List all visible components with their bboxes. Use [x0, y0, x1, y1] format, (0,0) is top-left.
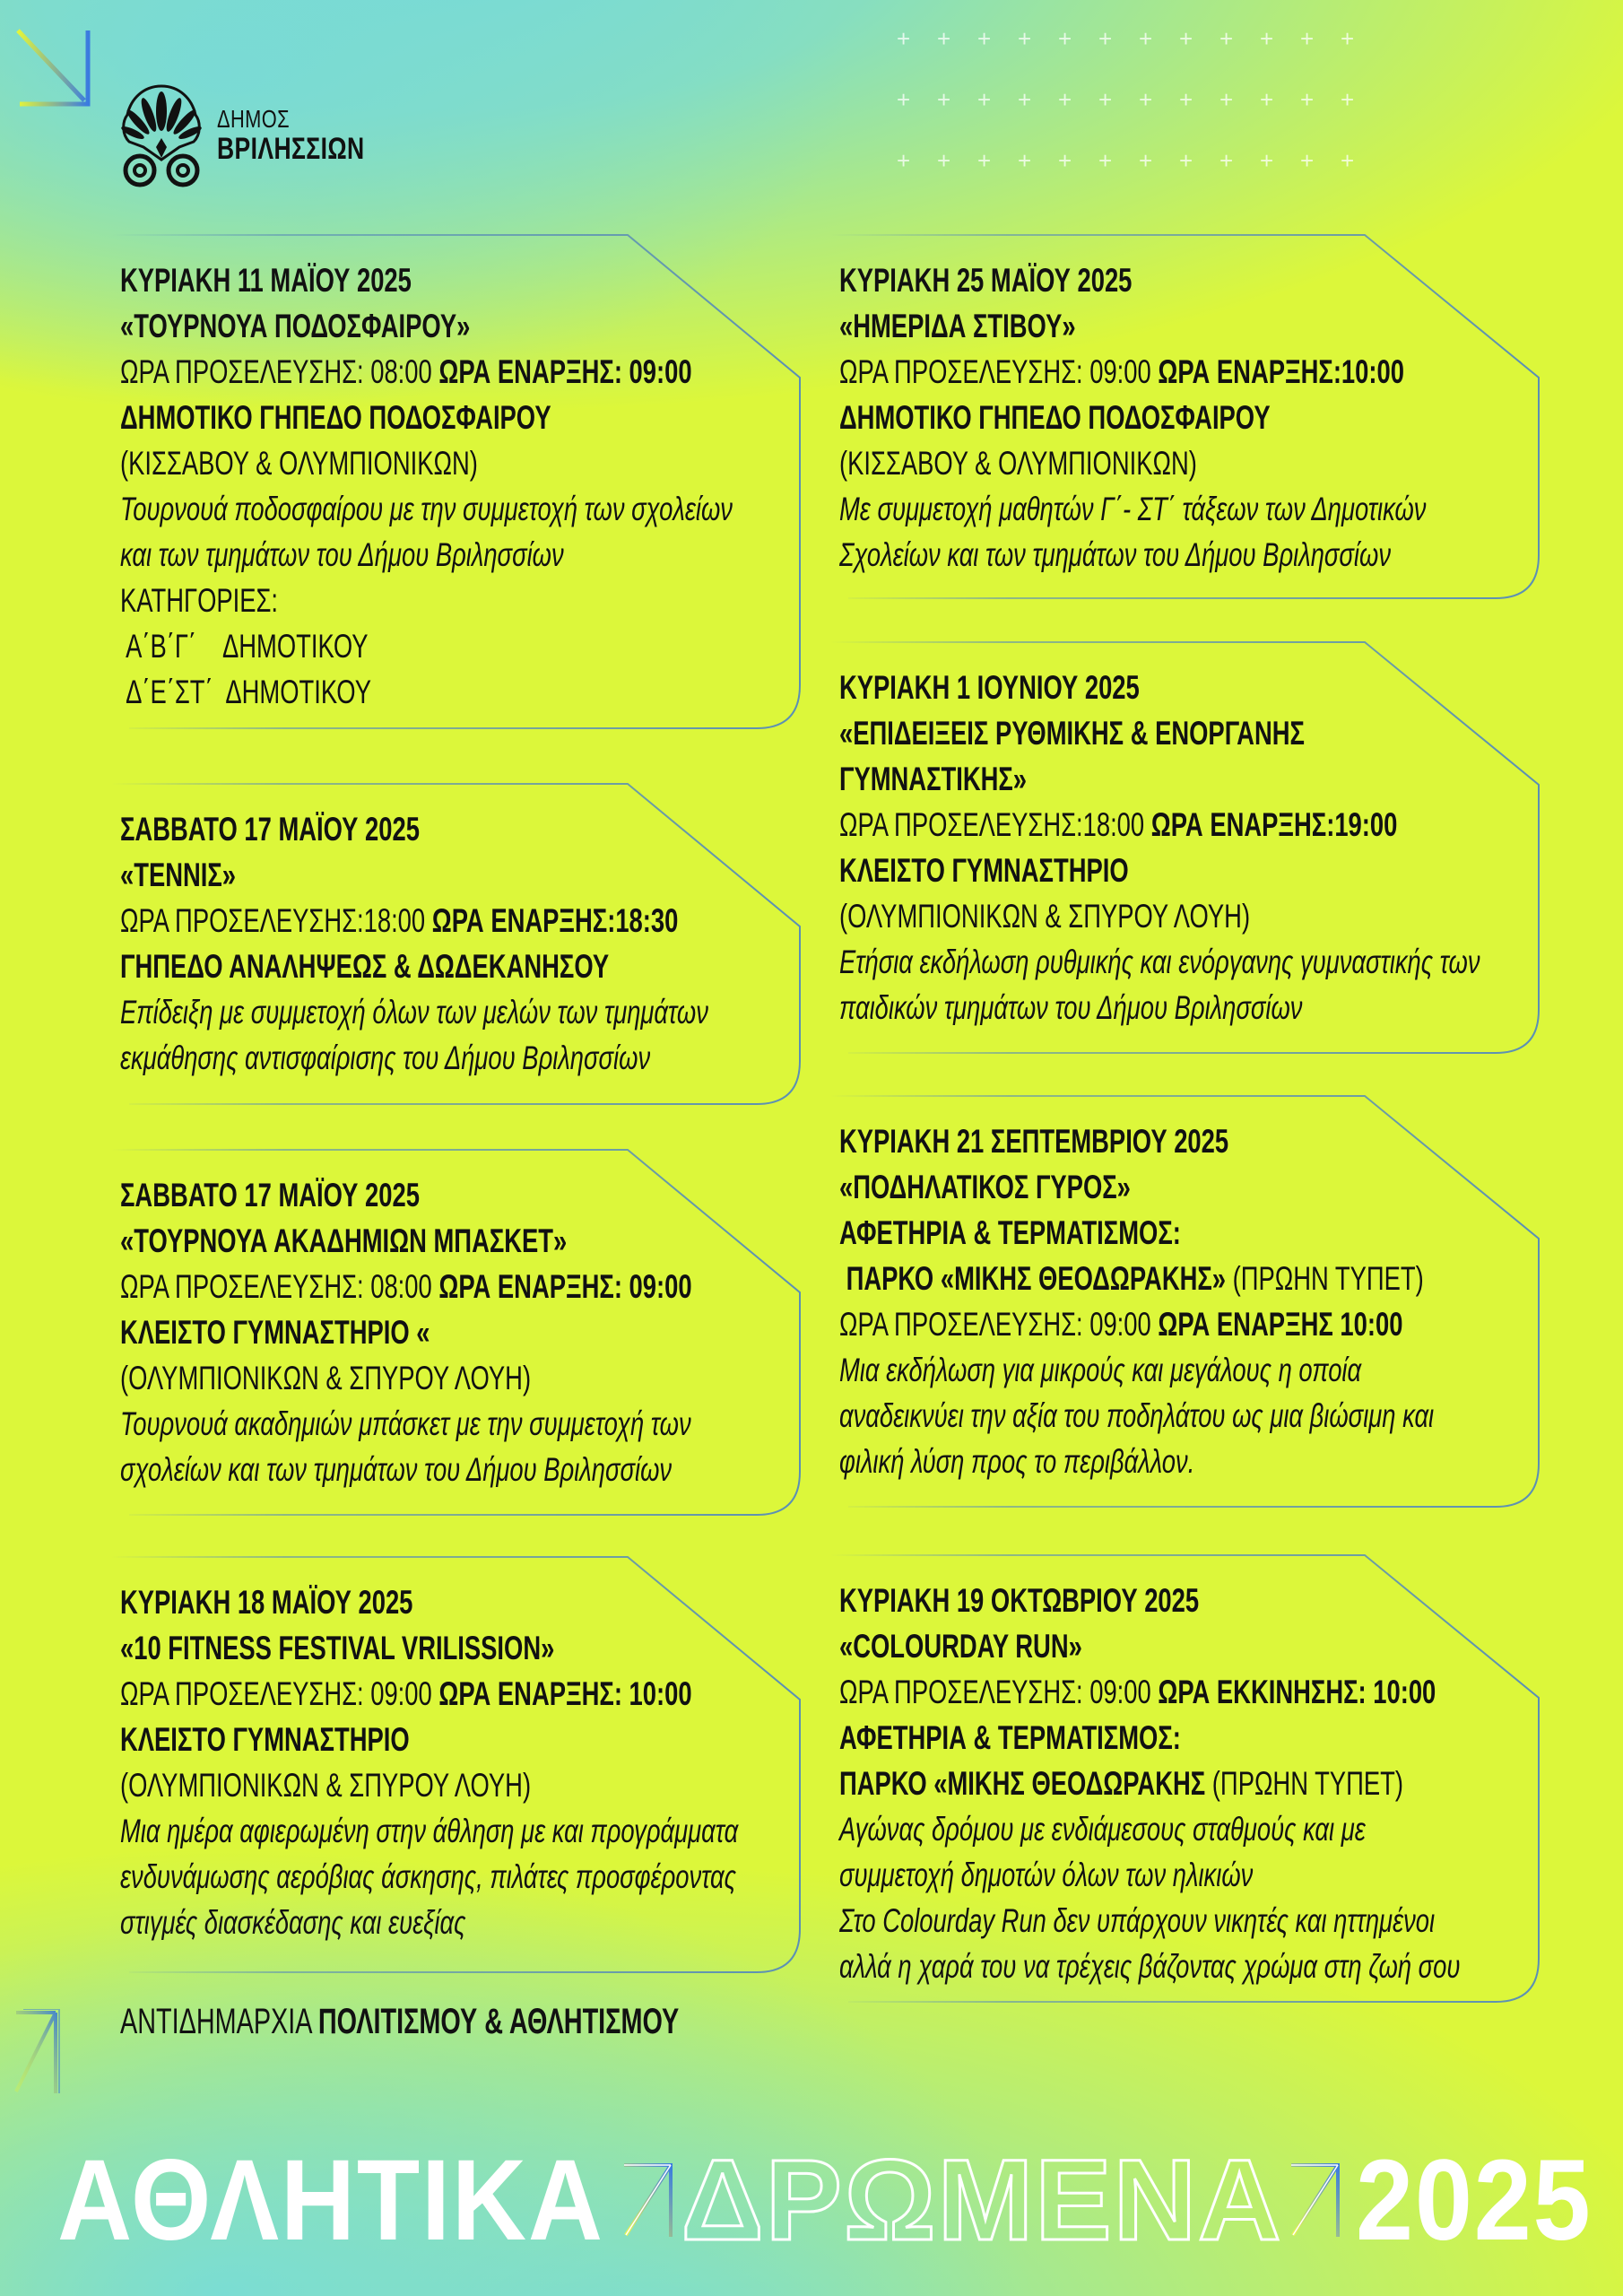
categories-label: ΚΑΤΗΓΟΡΙΕΣ: — [120, 582, 279, 619]
event-card — [821, 234, 1541, 600]
plus-icon: + — [1098, 147, 1113, 174]
start-finish-label: ΑΦΕΤΗΡΙΑ & ΤΕΡΜΑΤΙΣΜΟΣ: — [839, 1719, 1181, 1756]
category-item: Α΄Β΄Γ΄ ΔΗΜΟΤΙΚΟΥ — [120, 628, 369, 665]
start-time: ΩΡΑ ΕΝΑΡΞΗΣ: 10:00 — [438, 1675, 692, 1712]
event-card — [102, 783, 802, 1106]
plus-grid-pattern — [897, 27, 1623, 179]
event-card — [821, 1554, 1541, 2004]
event-description: Ετήσια εκδήλωση ρυθμικής και ενόργανης γυμναστικής των — [839, 944, 1480, 980]
event-title-continued: ΓΥΜΝΑΣΤΙΚΗΣ» — [839, 761, 1028, 797]
event-description: παιδικών τμημάτων του Δήμου Βριλησσίων — [839, 989, 1303, 1026]
plus-icon: + — [1018, 25, 1032, 52]
event-venue: ΚΛΕΙΣΤΟ ΓΥΜΝΑΣΤΗΡΙΟ — [839, 852, 1129, 889]
park-name: ΠΑΡΚΟ «ΜΙΚΗΣ ΘΕΟΔΩΡΑΚΗΣ — [839, 1765, 1206, 1802]
event-date: ΚΥΡΙΑΚΗ 19 ΟΚΤΩΒΡΙΟΥ 2025 — [839, 1582, 1200, 1619]
event-address: (ΟΛΥΜΠΙΟΝΙΚΩΝ & ΣΠΥΡΟΥ ΛΟΥΗ) — [120, 1360, 532, 1396]
start-time: ΩΡΑ ΕΝΑΡΞΗΣ:19:00 — [1150, 806, 1398, 843]
arrow-down-right-icon — [14, 27, 95, 117]
event-venue: ΔΗΜΟΤΙΚΟ ΓΗΠΕΔΟ ΠΟΔΟΣΦΑΙΡΟΥ — [839, 399, 1271, 436]
plus-icon: + — [1260, 147, 1274, 174]
arrival-time: ΩΡΑ ΠΡΟΣΕΛΕΥΣΗΣ: 09:00 — [839, 1306, 1151, 1343]
event-date: ΚΥΡΙΑΚΗ 25 ΜΑΪΟΥ 2025 — [839, 262, 1133, 299]
start-time: ΩΡΑ ΕΝΑΡΞΗΣ:18:30 — [431, 902, 679, 939]
event-description: εκμάθησης αντισφαίρισης του Δήμου Βριλησσίων — [120, 1039, 651, 1076]
plus-icon: + — [937, 25, 951, 52]
arrival-time: ΩΡΑ ΠΡΟΣΕΛΕΥΣΗΣ:18:00 — [839, 806, 1145, 843]
event-description: Επίδειξη με συμμετοχή όλων των μελών των τμημάτων — [120, 994, 708, 1031]
event-date: ΚΥΡΙΑΚΗ 11 ΜΑΪΟΥ 2025 — [120, 262, 412, 299]
event-description: Σχολείων και των τμημάτων του Δήμου Βριλησσίων — [839, 536, 1392, 573]
plus-icon: + — [1219, 147, 1234, 174]
event-description: στιγμές διασκέδασης και ευεξίας — [120, 1904, 466, 1941]
event-card — [821, 1095, 1541, 1509]
event-date: ΚΥΡΙΑΚΗ 18 ΜΑΪΟΥ 2025 — [120, 1584, 413, 1621]
event-description: και των τμημάτων του Δήμου Βριλησσίων — [120, 536, 564, 573]
event-description: Μια ημέρα αφιερωμένη στην άθληση με και προγράμματα — [120, 1813, 739, 1849]
plus-icon: + — [1098, 86, 1113, 113]
start-time: ΩΡΑ ΕΝΑΡΞΗΣ 10:00 — [1158, 1306, 1403, 1343]
title-word-1: ΑΘΛΗΤΙΚΑ — [57, 2135, 604, 2265]
event-title: «COLOURDAY RUN» — [839, 1628, 1082, 1665]
park-name: ΠΑΡΚΟ «ΜΙΚΗΣ ΘΕΟΔΩΡΑΚΗΣ» — [839, 1260, 1227, 1297]
start-finish-label: ΑΦΕΤΗΡΙΑ & ΤΕΡΜΑΤΙΣΜΟΣ: — [839, 1214, 1181, 1251]
plus-icon: + — [977, 147, 992, 174]
plus-icon: + — [1300, 86, 1315, 113]
event-title: «ΕΠΙΔΕΙΞΕΙΣ ΡΥΘΜΙΚΗΣ & ΕΝΟΡΓΑΝΗΣ — [839, 715, 1305, 752]
poster-title — [57, 2135, 1619, 2265]
event-description: ενδυνάμωσης αερόβιας άσκησης, πιλάτες προσφέροντας — [120, 1858, 736, 1895]
event-description: Τουρνουά ακαδημιών μπάσκετ με την συμμετοχή των — [120, 1405, 691, 1442]
arrival-time: ΩΡΑ ΠΡΟΣΕΛΕΥΣΗΣ: 09:00 — [839, 1674, 1151, 1710]
park-note: (ΠΡΩΗΝ ΤΥΠΕΤ) — [1205, 1765, 1403, 1802]
event-description: Τουρνουά ποδοσφαίρου με την συμμετοχή των σχολείων — [120, 491, 733, 527]
arrow-up-right-icon — [621, 2160, 676, 2240]
plus-icon: + — [977, 86, 992, 113]
event-description: Μια εκδήλωση για μικρούς και μεγάλους η οποία — [839, 1352, 1362, 1388]
logo-line2: ΒΡΙΛΗΣΣΙΩΝ — [217, 132, 365, 166]
arrow-up-right-icon — [1288, 2160, 1343, 2240]
event-date: ΣΑΒΒΑΤΟ 17 ΜΑΪΟΥ 2025 — [120, 1177, 420, 1213]
plus-icon: + — [1260, 86, 1274, 113]
plus-icon: + — [1139, 147, 1153, 174]
event-venue: ΚΛΕΙΣΤΟ ΓΥΜΝΑΣΤΗΡΙΟ — [120, 1721, 410, 1758]
title-year: 2025 — [1356, 2135, 1593, 2265]
plus-icon: + — [1058, 86, 1072, 113]
event-venue: ΔΗΜΟΤΙΚΟ ΓΗΠΕΔΟ ΠΟΔΟΣΦΑΙΡΟΥ — [120, 399, 551, 436]
start-time: ΩΡΑ ΕΝΑΡΞΗΣ:10:00 — [1158, 353, 1404, 390]
plus-icon: + — [1018, 147, 1032, 174]
plus-icon: + — [1139, 86, 1153, 113]
event-title: «10 FITNESS FESTIVAL VRILISSION» — [120, 1630, 555, 1666]
event-title: «ΤΕΝΝΙΣ» — [120, 857, 237, 893]
event-venue: ΚΛΕΙΣΤΟ ΓΥΜΝΑΣΤΗΡΙΟ « — [120, 1314, 430, 1351]
event-card — [102, 1149, 802, 1517]
municipality-logo — [117, 83, 406, 188]
start-time: ΩΡΑ ΕΝΑΡΞΗΣ: 09:00 — [438, 353, 692, 390]
arrow-up-right-icon — [13, 2009, 102, 2099]
event-description: φιλική λύση προς το περιβάλλον. — [839, 1443, 1195, 1480]
event-date: ΚΥΡΙΑΚΗ 21 ΣΕΠΤΕΜΒΡΙΟΥ 2025 — [839, 1123, 1229, 1160]
event-address: (ΚΙΣΣΑΒΟΥ & ΟΛΥΜΠΙΟΝΙΚΩΝ) — [120, 445, 478, 482]
park-note: (ΠΡΩΗΝ ΤΥΠΕΤ) — [1226, 1260, 1424, 1297]
plus-icon: + — [1300, 147, 1315, 174]
plus-icon: + — [1341, 147, 1355, 174]
arrival-time: ΩΡΑ ΠΡΟΣΕΛΕΥΣΗΣ: 09:00 — [839, 353, 1151, 390]
event-card — [102, 1556, 802, 1974]
event-description: Στο Colourday Run δεν υπάρχουν νικητές και ηττημένοι — [839, 1902, 1436, 1939]
arrival-time: ΩΡΑ ΠΡΟΣΕΛΕΥΣΗΣ: 08:00 — [120, 353, 432, 390]
plus-icon: + — [1098, 25, 1113, 52]
event-description: αναδεικνύει την αξία του ποδηλάτου ως μια βιώσιμη και — [839, 1397, 1435, 1434]
plus-icon: + — [897, 86, 911, 113]
plus-icon: + — [1260, 25, 1274, 52]
event-title: «ΤΟΥΡΝΟΥΑ ΠΟΔΟΣΦΑΙΡΟΥ» — [120, 308, 471, 344]
start-time: ΩΡΑ ΕΝΑΡΞΗΣ: 09:00 — [438, 1268, 692, 1305]
category-item: Δ΄Ε΄ΣΤ΄ ΔΗΜΟΤΙΚΟΥ — [120, 674, 371, 710]
event-title: «ΠΟΔΗΛΑΤΙΚΟΣ ΓΥΡΟΣ» — [839, 1169, 1131, 1205]
plus-icon: + — [977, 25, 992, 52]
event-title: «ΗΜΕΡΙΔΑ ΣΤΙΒΟΥ» — [839, 308, 1076, 344]
plus-icon: + — [1179, 86, 1193, 113]
plus-icon: + — [1058, 25, 1072, 52]
event-description: σχολείων και των τμημάτων του Δήμου Βριλησσίων — [120, 1451, 673, 1488]
plus-icon: + — [1300, 25, 1315, 52]
arrival-time: ΩΡΑ ΠΡΟΣΕΛΕΥΣΗΣ:18:00 — [120, 902, 426, 939]
event-address: (ΟΛΥΜΠΙΟΝΙΚΩΝ & ΣΠΥΡΟΥ ΛΟΥΗ) — [839, 898, 1251, 935]
event-description: συμμετοχή δημοτών όλων των ηλικιών — [839, 1857, 1254, 1893]
department-credit — [120, 2002, 679, 2042]
plus-icon: + — [1018, 86, 1032, 113]
plus-icon: + — [1139, 25, 1153, 52]
arrival-time: ΩΡΑ ΠΡΟΣΕΛΕΥΣΗΣ: 09:00 — [120, 1675, 432, 1712]
event-description: Με συμμετοχή μαθητών Γ΄- ΣΤ΄ τάξεων των Δημοτικών — [839, 491, 1427, 527]
plus-icon: + — [937, 147, 951, 174]
event-date: ΚΥΡΙΑΚΗ 1 ΙΟΥΝΙΟΥ 2025 — [839, 669, 1140, 706]
plus-icon: + — [1219, 86, 1234, 113]
department-prefix: ΑΝΤΙΔΗΜΑΡΧΙΑ — [120, 2002, 318, 2041]
event-card — [821, 641, 1541, 1055]
logo-line1: ΔΗΜΟΣ — [217, 105, 290, 133]
event-description: αλλά η χαρά του να τρέχεις βάζοντας χρώμα στη ζωή σου — [839, 1948, 1461, 1985]
event-title: «ΤΟΥΡΝΟΥΑ ΑΚΑΔΗΜΙΩΝ ΜΠΑΣΚΕΤ» — [120, 1222, 568, 1259]
plus-icon: + — [897, 25, 911, 52]
plus-icon: + — [1179, 25, 1193, 52]
event-description: Αγώνας δρόμου με ενδιάμεσους σταθμούς και με — [839, 1811, 1366, 1848]
arrival-time: ΩΡΑ ΠΡΟΣΕΛΕΥΣΗΣ: 08:00 — [120, 1268, 432, 1305]
plus-icon: + — [1219, 25, 1234, 52]
palmette-logo-icon — [117, 83, 206, 188]
plus-icon: + — [1058, 147, 1072, 174]
event-venue: ΓΗΠΕΔΟ ΑΝΑΛΗΨΕΩΣ & ΔΩΔΕΚΑΝΗΣΟΥ — [120, 948, 610, 985]
plus-icon: + — [1341, 86, 1355, 113]
plus-icon: + — [1179, 147, 1193, 174]
event-date: ΣΑΒΒΑΤΟ 17 ΜΑΪΟΥ 2025 — [120, 811, 420, 848]
event-address: (ΟΛΥΜΠΙΟΝΙΚΩΝ & ΣΠΥΡΟΥ ΛΟΥΗ) — [120, 1767, 532, 1804]
plus-icon: + — [1341, 25, 1355, 52]
event-address: (ΚΙΣΣΑΒΟΥ & ΟΛΥΜΠΙΟΝΙΚΩΝ) — [839, 445, 1197, 482]
title-word-2: ΔΡΩΜΕΝΑ — [681, 2135, 1283, 2265]
plus-icon: + — [897, 147, 911, 174]
start-time: ΩΡΑ ΕΚΚΙΝΗΣΗΣ: 10:00 — [1158, 1674, 1436, 1710]
plus-icon: + — [937, 86, 951, 113]
event-card — [102, 234, 802, 730]
department-name: ΠΟΛΙΤΙΣΜΟΥ & ΑΘΛΗΤΙΣΜΟΥ — [317, 2002, 680, 2041]
